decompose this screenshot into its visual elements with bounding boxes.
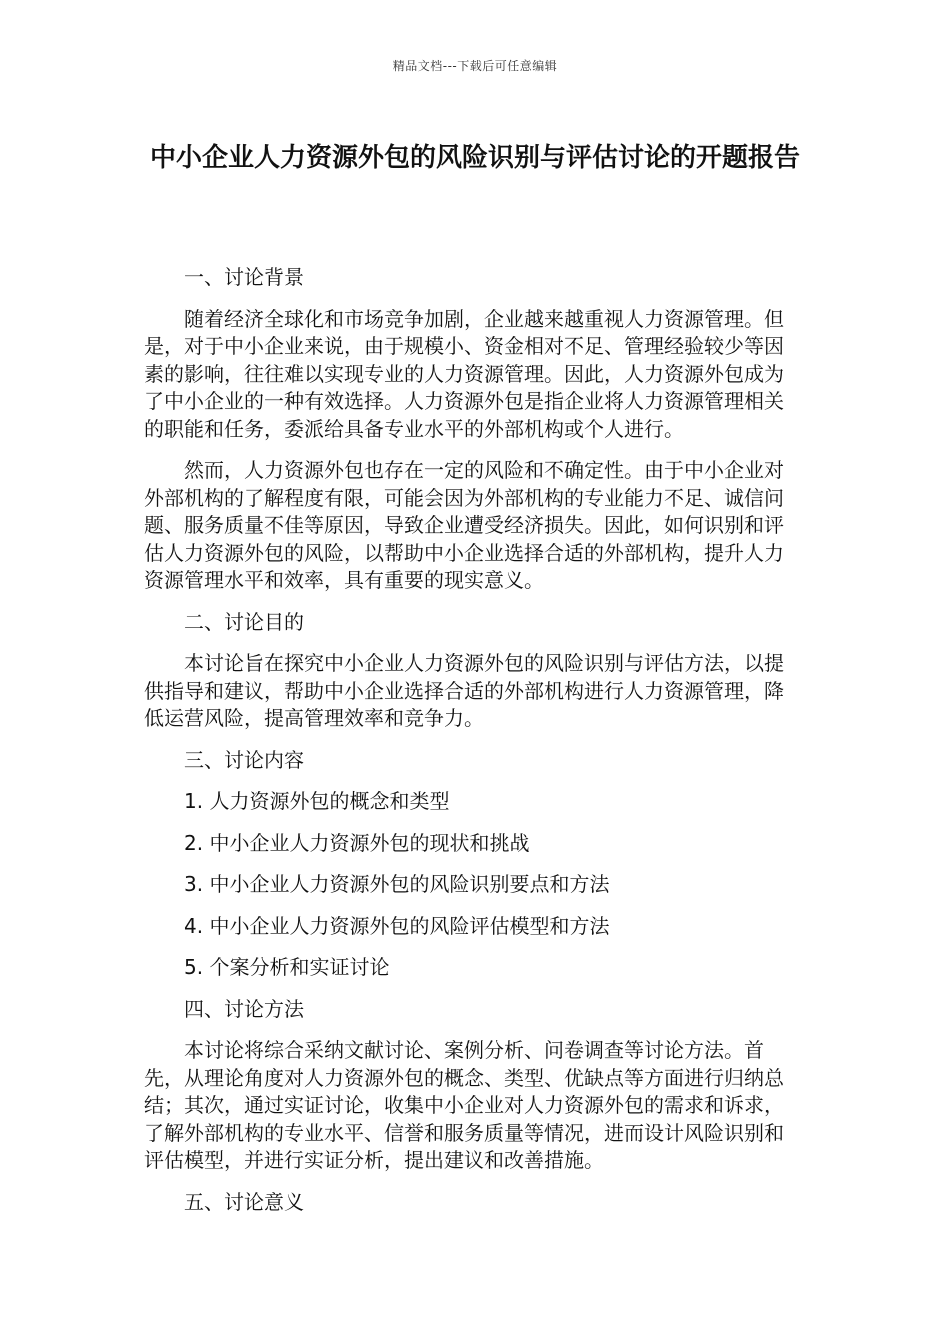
background-paragraph-2: 然而，人力资源外包也存在一定的风险和不确定性。由于中小企业对外部机构的了解程度有限，可能会因为外部机构的专业能力不足、诚信问题、服务质量不佳等原因，导致企业遭受经济损失。因此，如何识别和评估人力资源外包的风险，以帮助中小企业选择合适的外部机构，提升人力资源管理水平和效率，具有重要的现实意义。 — [144, 458, 784, 592]
method-paragraph: 本讨论将综合采纳文献讨论、案例分析、问卷调查等讨论方法。首先，从理论角度对人力资源外包的概念、类型、优缺点等方面进行归纳总结；其次，通过实证讨论，收集中小企业对人力资源外包的需求和诉求，了解外部机构的专业水平、信誉和服务质量等情况，进而设计风险识别和评估模型，并进行实证分析，提出建议和改善措施。 — [144, 1038, 784, 1172]
document-body — [144, 264, 796, 1216]
content-list-item: 3. 中小企业人力资源外包的风险识别要点和方法 — [184, 872, 610, 896]
section-heading-background: 一、讨论背景 — [184, 265, 304, 289]
content-list-item: 4. 中小企业人力资源外包的风险评估模型和方法 — [184, 913, 610, 938]
section-heading-content: 三、讨论内容 — [184, 747, 304, 772]
section-heading-purpose: 二、讨论目的 — [184, 609, 304, 634]
section-heading-significance: 五、讨论意义 — [184, 1189, 304, 1214]
content-list-item: 1. 人力资源外包的概念和类型 — [184, 789, 450, 813]
section-heading-method: 四、讨论方法 — [184, 996, 304, 1021]
document-title: 中小企业人力资源外包的风险识别与评估讨论的开题报告 — [149, 143, 800, 173]
background-paragraph-1: 随着经济全球化和市场竞争加剧，企业越来越重视人力资源管理。但是，对于中小企业来说，由于规模小、资金相对不足、管理经验较少等因素的影响，往往难以实现专业的人力资源管理。因此，人力资源外包成为了中小企业的一种有效选择。人力资源外包是指企业将人力资源管理相关的职能和任务，委派给具备专业水平的外部机构或个人进行。 — [144, 306, 784, 441]
purpose-paragraph: 本讨论旨在探究中小企业人力资源外包的风险识别与评估方法，以提供指导和建议，帮助中小企业选择合适的外部机构进行人力资源管理，降低运营风险，提高管理效率和竞争力。 — [144, 651, 784, 730]
content-list-item: 5. 个案分析和实证讨论 — [184, 955, 390, 979]
page-header-watermark: 精品文档---下载后可任意编辑 — [392, 59, 558, 73]
content-list-item: 2. 中小企业人力资源外包的现状和挑战 — [184, 830, 530, 855]
